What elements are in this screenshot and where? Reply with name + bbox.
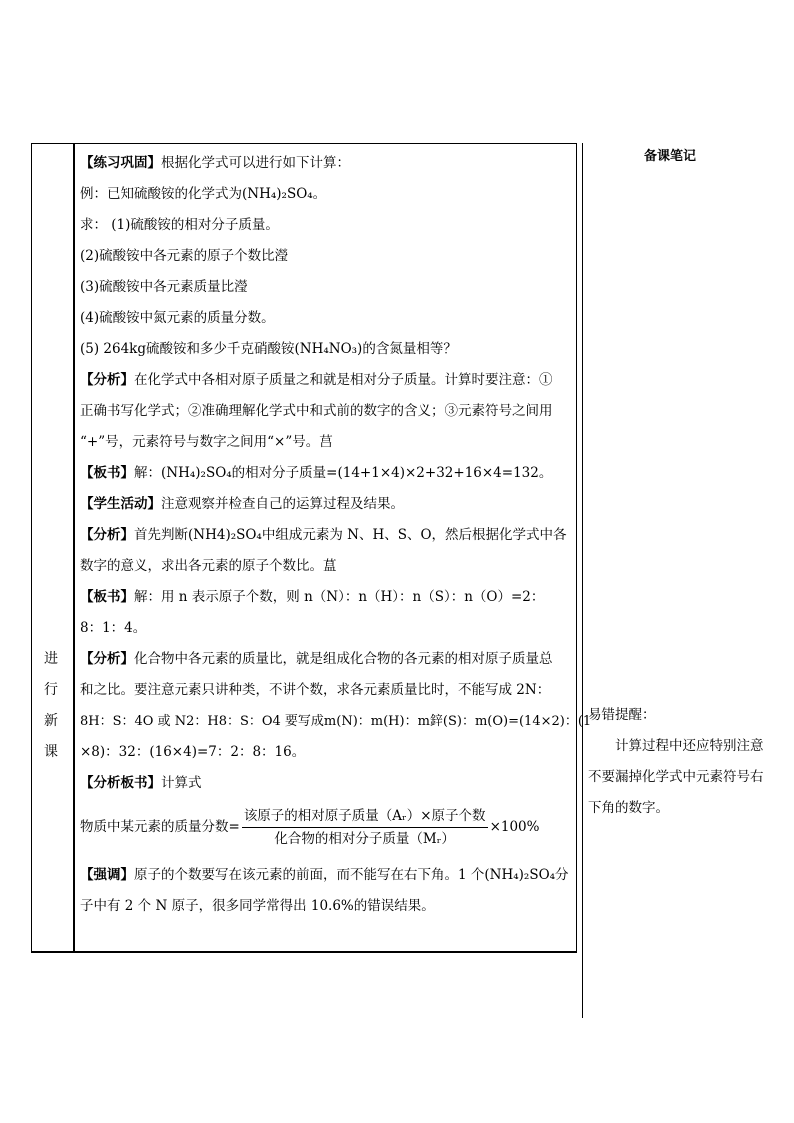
question-4: (4)硫酸铵中氮元素的质量分数。 <box>80 310 275 326</box>
practice-text: 根据化学式可以进行如下计算： <box>161 155 350 171</box>
analysis-1-line-3: “+”号，元素符号与数字之间用“×”号。莒 <box>80 434 333 450</box>
notes-divider <box>582 143 583 1018</box>
activity-text: 注意观察并检查自己的运算过程及结果。 <box>161 496 404 512</box>
board-1 <box>80 458 572 489</box>
error-reminder <box>588 700 768 824</box>
label-char: 进 <box>44 651 58 667</box>
mass-fraction-formula <box>80 805 572 850</box>
board-text: 计算式 <box>161 775 202 791</box>
analysis-3-line-3: 8H：S：4O 或 N2：H8：S：O4 要写成m(N)：m(H)：m鋅(S)：m(O)=(14×2)：(1 <box>80 714 592 729</box>
board-2 <box>80 582 572 613</box>
emphasis-line-2: 子中有 2 个 N 原子，很多同学常得出 10.6%的错误结果。 <box>80 898 435 914</box>
analysis-1-line-2: 正确书写化学式；②准确理解化学式中和式前的数字的含义；③元素符号之间用 <box>80 403 553 419</box>
board-2-line-2: 8：1：4。 <box>80 620 147 636</box>
question-3: (3)硫酸铵中各元素质量比瀅 <box>80 279 248 295</box>
question-5: (5) 264kg硫酸铵和多少千克硝酸铵(NH₄NO₃)的含氮量相等？ <box>80 341 457 357</box>
formula-fraction <box>242 805 488 850</box>
reminder-title: 易错提醒： <box>588 707 656 723</box>
board-text: 解：用 n 表示原子个数，则 n（N）：n（H）：n（S）：n（O）=2： <box>134 589 545 605</box>
formula-numerator: 该原子的相对原子质量（Aᵣ）×原子个数 <box>242 805 488 828</box>
emphasis-text: 原子的个数要写在该元素的前面，而不能写在右下角。1 个(NH₄)₂SO₄分 <box>134 867 569 883</box>
analysis-3 <box>80 644 572 675</box>
formula-right: ×100% <box>489 819 540 835</box>
emphasis <box>80 860 572 891</box>
board-tag: 【板书】 <box>80 589 134 605</box>
analysis-text: 化合物中各元素的质量比，就是组成化合物的各元素的相对原子质量总 <box>134 651 553 667</box>
analysis-3-line-2: 和之比。要注意元素只讲种类，不讲个数，求各元素质量比时，不能写成 2N： <box>80 682 551 698</box>
analysis-text: 首先判断(NH4)₂SO₄中组成元素为 N、H、S、O，然后根据化学式中各 <box>134 527 567 543</box>
question-2: (2)硫酸铵中各元素的原子个数比瀅 <box>80 248 289 264</box>
question-1: 求： (1)硫酸铵的相对分子质量。 <box>80 217 279 233</box>
emphasis-tag: 【强调】 <box>80 867 134 883</box>
practice-tag: 【练习巩固】 <box>80 155 161 171</box>
analysis-2-line-2: 数字的意义，求出各元素的原子个数比。蒀 <box>80 558 337 574</box>
lesson-table <box>31 143 592 953</box>
analysis-3-line-4: ×8)：32：(16×4)=7：2：8：16。 <box>80 744 306 760</box>
lesson-section-label <box>35 644 67 768</box>
analysis-tag: 【分析】 <box>80 372 134 388</box>
analysis-tag: 【分析】 <box>80 651 134 667</box>
example-line: 例：已知硫酸铵的化学式为(NH₄)₂SO₄。 <box>80 186 327 202</box>
reminder-body: 计算过程中还应特别注意不要漏掉化学式中元素符号右下角的数字。 <box>588 738 764 816</box>
board-tag: 【分析板书】 <box>80 775 161 791</box>
practice-line <box>80 148 572 179</box>
label-char: 行 <box>44 682 58 698</box>
analysis-2 <box>80 520 572 551</box>
formula-denominator: 化合物的相对分子质量（Mᵣ） <box>274 831 455 847</box>
lesson-content <box>80 148 592 922</box>
label-char: 课 <box>44 744 58 760</box>
formula-left: 物质中某元素的质量分数= <box>80 819 240 835</box>
analysis-text: 在化学式中各相对原子质量之和就是相对分子质量。计算时要注意：① <box>134 372 553 388</box>
board-3 <box>80 768 572 799</box>
activity-tag: 【学生活动】 <box>80 496 161 512</box>
activity <box>80 489 572 520</box>
analysis-1 <box>80 365 572 396</box>
board-tag: 【板书】 <box>80 465 134 481</box>
label-char: 新 <box>44 713 58 729</box>
board-text: 解：(NH₄)₂SO₄的相对分子质量=(14+1×4)×2+32+16×4=132。 <box>134 465 553 481</box>
column-divider <box>73 144 75 951</box>
notes-title: 备课笔记 <box>643 149 696 164</box>
analysis-tag: 【分析】 <box>80 527 134 543</box>
